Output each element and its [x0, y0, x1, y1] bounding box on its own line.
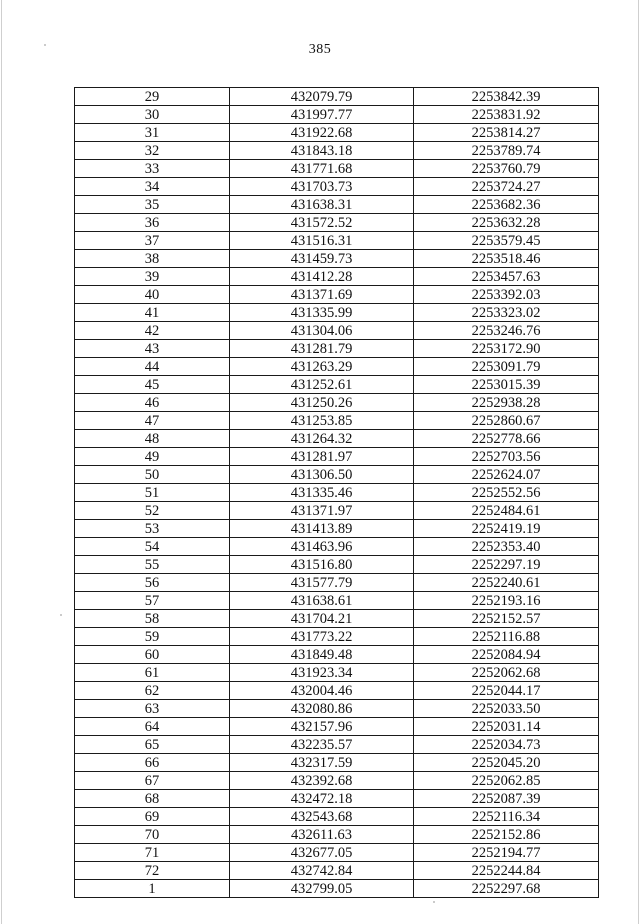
x-coordinate-cell: 431335.99 [230, 304, 414, 322]
table-row [75, 232, 599, 250]
y-coordinate-cell: 2253015.39 [414, 376, 599, 394]
x-coordinate-cell: 432080.86 [230, 700, 414, 718]
point-number-cell: 30 [75, 106, 230, 124]
y-coordinate-cell: 2252552.56 [414, 484, 599, 502]
point-number-cell: 58 [75, 610, 230, 628]
x-coordinate-cell: 432472.18 [230, 790, 414, 808]
table-row [75, 592, 599, 610]
x-coordinate-cell: 431773.22 [230, 628, 414, 646]
x-coordinate-cell: 431516.80 [230, 556, 414, 574]
point-number-cell: 42 [75, 322, 230, 340]
table-row [75, 430, 599, 448]
point-number-cell: 43 [75, 340, 230, 358]
table-row [75, 610, 599, 628]
y-coordinate-cell: 2252116.88 [414, 628, 599, 646]
table-row [75, 862, 599, 880]
y-coordinate-cell: 2253724.27 [414, 178, 599, 196]
x-coordinate-cell: 431997.77 [230, 106, 414, 124]
x-coordinate-cell: 432677.05 [230, 844, 414, 862]
x-coordinate-cell: 431253.85 [230, 412, 414, 430]
x-coordinate-cell: 431263.29 [230, 358, 414, 376]
page-edge-left [1, 0, 2, 924]
table-row [75, 520, 599, 538]
coordinates-table [74, 87, 599, 898]
y-coordinate-cell: 2253814.27 [414, 124, 599, 142]
x-coordinate-cell: 431771.68 [230, 160, 414, 178]
y-coordinate-cell: 2253789.74 [414, 142, 599, 160]
table-row [75, 790, 599, 808]
y-coordinate-cell: 2252044.17 [414, 682, 599, 700]
y-coordinate-cell: 2252353.40 [414, 538, 599, 556]
table-row [75, 466, 599, 484]
y-coordinate-cell: 2252778.66 [414, 430, 599, 448]
table-row [75, 322, 599, 340]
point-number-cell: 70 [75, 826, 230, 844]
point-number-cell: 1 [75, 880, 230, 898]
point-number-cell: 50 [75, 466, 230, 484]
table-row [75, 844, 599, 862]
point-number-cell: 69 [75, 808, 230, 826]
point-number-cell: 31 [75, 124, 230, 142]
point-number-cell: 36 [75, 214, 230, 232]
scan-speck [44, 44, 46, 46]
point-number-cell: 33 [75, 160, 230, 178]
table-row [75, 700, 599, 718]
table-row [75, 142, 599, 160]
point-number-cell: 61 [75, 664, 230, 682]
table-row [75, 376, 599, 394]
x-coordinate-cell: 432235.57 [230, 736, 414, 754]
page-number: 385 [308, 42, 332, 57]
table-row [75, 178, 599, 196]
y-coordinate-cell: 2252193.16 [414, 592, 599, 610]
table-row [75, 394, 599, 412]
y-coordinate-cell: 2253760.79 [414, 160, 599, 178]
y-coordinate-cell: 2253518.46 [414, 250, 599, 268]
point-number-cell: 29 [75, 88, 230, 106]
x-coordinate-cell: 431843.18 [230, 142, 414, 160]
point-number-cell: 38 [75, 250, 230, 268]
point-number-cell: 71 [75, 844, 230, 862]
table-row [75, 358, 599, 376]
point-number-cell: 34 [75, 178, 230, 196]
table-row [75, 826, 599, 844]
coordinates-table-body [75, 88, 599, 898]
table-row [75, 160, 599, 178]
y-coordinate-cell: 2252062.68 [414, 664, 599, 682]
point-number-cell: 45 [75, 376, 230, 394]
y-coordinate-cell: 2253392.03 [414, 286, 599, 304]
x-coordinate-cell: 432157.96 [230, 718, 414, 736]
y-coordinate-cell: 2252240.61 [414, 574, 599, 592]
x-coordinate-cell: 431304.06 [230, 322, 414, 340]
page-edge-right [638, 0, 639, 924]
y-coordinate-cell: 2253091.79 [414, 358, 599, 376]
x-coordinate-cell: 431638.61 [230, 592, 414, 610]
table-row [75, 286, 599, 304]
point-number-cell: 66 [75, 754, 230, 772]
x-coordinate-cell: 431281.97 [230, 448, 414, 466]
x-coordinate-cell: 431572.52 [230, 214, 414, 232]
y-coordinate-cell: 2252860.67 [414, 412, 599, 430]
x-coordinate-cell: 431459.73 [230, 250, 414, 268]
x-coordinate-cell: 431577.79 [230, 574, 414, 592]
x-coordinate-cell: 431516.31 [230, 232, 414, 250]
y-coordinate-cell: 2253323.02 [414, 304, 599, 322]
x-coordinate-cell: 432799.05 [230, 880, 414, 898]
y-coordinate-cell: 2252703.56 [414, 448, 599, 466]
table-row [75, 664, 599, 682]
point-number-cell: 32 [75, 142, 230, 160]
point-number-cell: 65 [75, 736, 230, 754]
point-number-cell: 57 [75, 592, 230, 610]
x-coordinate-cell: 431463.96 [230, 538, 414, 556]
table-row [75, 646, 599, 664]
point-number-cell: 37 [75, 232, 230, 250]
point-number-cell: 48 [75, 430, 230, 448]
y-coordinate-cell: 2252938.28 [414, 394, 599, 412]
table-row [75, 88, 599, 106]
y-coordinate-cell: 2252152.86 [414, 826, 599, 844]
x-coordinate-cell: 431371.97 [230, 502, 414, 520]
point-number-cell: 55 [75, 556, 230, 574]
table-row [75, 484, 599, 502]
table-row [75, 412, 599, 430]
point-number-cell: 59 [75, 628, 230, 646]
y-coordinate-cell: 2252244.84 [414, 862, 599, 880]
point-number-cell: 41 [75, 304, 230, 322]
table-row [75, 808, 599, 826]
point-number-cell: 54 [75, 538, 230, 556]
table-row [75, 124, 599, 142]
point-number-cell: 72 [75, 862, 230, 880]
point-number-cell: 53 [75, 520, 230, 538]
y-coordinate-cell: 2252297.68 [414, 880, 599, 898]
y-coordinate-cell: 2252116.34 [414, 808, 599, 826]
x-coordinate-cell: 432742.84 [230, 862, 414, 880]
point-number-cell: 51 [75, 484, 230, 502]
y-coordinate-cell: 2252031.14 [414, 718, 599, 736]
point-number-cell: 62 [75, 682, 230, 700]
x-coordinate-cell: 431413.89 [230, 520, 414, 538]
point-number-cell: 56 [75, 574, 230, 592]
table-row [75, 196, 599, 214]
x-coordinate-cell: 432004.46 [230, 682, 414, 700]
y-coordinate-cell: 2252624.07 [414, 466, 599, 484]
table-row [75, 718, 599, 736]
y-coordinate-cell: 2253831.92 [414, 106, 599, 124]
point-number-cell: 39 [75, 268, 230, 286]
x-coordinate-cell: 432079.79 [230, 88, 414, 106]
table-row [75, 682, 599, 700]
y-coordinate-cell: 2252062.85 [414, 772, 599, 790]
y-coordinate-cell: 2253579.45 [414, 232, 599, 250]
table-row [75, 574, 599, 592]
point-number-cell: 68 [75, 790, 230, 808]
y-coordinate-cell: 2253632.28 [414, 214, 599, 232]
table-row [75, 502, 599, 520]
y-coordinate-cell: 2252084.94 [414, 646, 599, 664]
point-number-cell: 35 [75, 196, 230, 214]
table-row [75, 628, 599, 646]
table-row [75, 538, 599, 556]
x-coordinate-cell: 431923.34 [230, 664, 414, 682]
table-row [75, 772, 599, 790]
y-coordinate-cell: 2252045.20 [414, 754, 599, 772]
x-coordinate-cell: 431704.21 [230, 610, 414, 628]
y-coordinate-cell: 2252033.50 [414, 700, 599, 718]
x-coordinate-cell: 432317.59 [230, 754, 414, 772]
x-coordinate-cell: 431252.61 [230, 376, 414, 394]
table-row [75, 340, 599, 358]
scan-speck [433, 901, 435, 903]
table-row [75, 304, 599, 322]
x-coordinate-cell: 431922.68 [230, 124, 414, 142]
y-coordinate-cell: 2252419.19 [414, 520, 599, 538]
table-row [75, 448, 599, 466]
table-row [75, 250, 599, 268]
x-coordinate-cell: 432611.63 [230, 826, 414, 844]
x-coordinate-cell: 431412.28 [230, 268, 414, 286]
y-coordinate-cell: 2253842.39 [414, 88, 599, 106]
x-coordinate-cell: 431281.79 [230, 340, 414, 358]
point-number-cell: 52 [75, 502, 230, 520]
point-number-cell: 47 [75, 412, 230, 430]
y-coordinate-cell: 2252194.77 [414, 844, 599, 862]
table-row [75, 268, 599, 286]
x-coordinate-cell: 431703.73 [230, 178, 414, 196]
y-coordinate-cell: 2253172.90 [414, 340, 599, 358]
point-number-cell: 64 [75, 718, 230, 736]
y-coordinate-cell: 2253682.36 [414, 196, 599, 214]
point-number-cell: 40 [75, 286, 230, 304]
x-coordinate-cell: 431306.50 [230, 466, 414, 484]
y-coordinate-cell: 2252297.19 [414, 556, 599, 574]
table-row [75, 106, 599, 124]
y-coordinate-cell: 2252087.39 [414, 790, 599, 808]
point-number-cell: 49 [75, 448, 230, 466]
table-row [75, 214, 599, 232]
point-number-cell: 46 [75, 394, 230, 412]
table-row [75, 754, 599, 772]
x-coordinate-cell: 431638.31 [230, 196, 414, 214]
y-coordinate-cell: 2253457.63 [414, 268, 599, 286]
x-coordinate-cell: 431250.26 [230, 394, 414, 412]
point-number-cell: 67 [75, 772, 230, 790]
table-row [75, 556, 599, 574]
table-row [75, 880, 599, 898]
y-coordinate-cell: 2252152.57 [414, 610, 599, 628]
y-coordinate-cell: 2252034.73 [414, 736, 599, 754]
point-number-cell: 63 [75, 700, 230, 718]
x-coordinate-cell: 431371.69 [230, 286, 414, 304]
x-coordinate-cell: 431335.46 [230, 484, 414, 502]
y-coordinate-cell: 2253246.76 [414, 322, 599, 340]
point-number-cell: 44 [75, 358, 230, 376]
x-coordinate-cell: 431264.32 [230, 430, 414, 448]
scan-speck [60, 614, 62, 616]
x-coordinate-cell: 431849.48 [230, 646, 414, 664]
x-coordinate-cell: 432543.68 [230, 808, 414, 826]
point-number-cell: 60 [75, 646, 230, 664]
table-row [75, 736, 599, 754]
x-coordinate-cell: 432392.68 [230, 772, 414, 790]
y-coordinate-cell: 2252484.61 [414, 502, 599, 520]
